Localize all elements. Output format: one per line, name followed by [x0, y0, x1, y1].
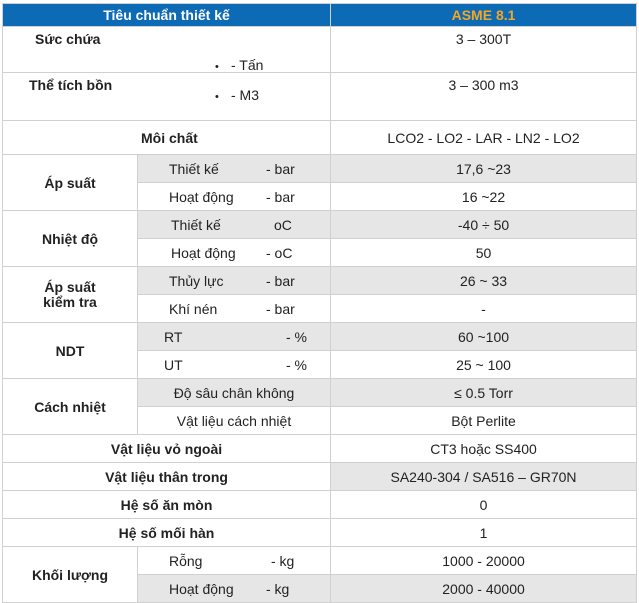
test-pneumatic-name: Khí nén — [169, 300, 218, 317]
pressure-design-value: 17,6 ~23 — [331, 155, 637, 183]
spec-table — [2, 3, 637, 603]
bullet-icon: • — [215, 91, 219, 103]
medium-cell — [3, 121, 331, 155]
ndt-rt-unit: - % — [286, 328, 307, 345]
inner-material-row — [3, 463, 637, 491]
ndt-rt — [138, 323, 331, 351]
weld-row — [3, 519, 637, 547]
outer-material-row — [3, 435, 637, 463]
insulation-material-name: Vật liệu cách nhiệt — [138, 407, 331, 435]
medium-row — [3, 121, 637, 155]
temperature-operating-unit: - oC — [266, 244, 293, 261]
ndt-rt-name: RT — [164, 328, 183, 345]
temperature-operating-name: Hoạt động — [171, 244, 236, 261]
weight-operating-value: 2000 - 40000 — [331, 575, 637, 603]
ndt-ut-name: UT — [164, 356, 183, 373]
pressure-operating-name: Hoạt động — [169, 188, 234, 205]
volume-unit: - M3 — [231, 87, 259, 103]
insulation-vacuum-value: ≤ 0.5 Torr — [331, 379, 637, 407]
inner-material-label: Vật liệu thân trong — [3, 463, 331, 491]
weight-operating-name: Hoạt động — [169, 580, 234, 597]
pressure-operating-unit: - bar — [266, 188, 295, 205]
weight-operating — [138, 575, 331, 603]
insulation-material-value: Bột Perlite — [331, 407, 637, 435]
insulation-vacuum-name: Độ sâu chân không — [138, 379, 331, 407]
test-pressure-label — [3, 267, 138, 323]
temperature-design-unit: oC — [274, 216, 292, 233]
weld-value: 1 — [331, 519, 637, 547]
medium-value: LCO2 - LO2 - LAR - LN2 - LO2 — [331, 121, 637, 155]
medium-label: Môi chất — [141, 129, 198, 146]
weight-empty-value: 1000 - 20000 — [331, 547, 637, 575]
capacity-unit: - Tấn — [231, 57, 264, 73]
weight-row-1 — [3, 547, 637, 575]
corrosion-label: Hệ số ăn mòn — [3, 491, 331, 519]
temperature-design-value: -40 ÷ 50 — [331, 211, 637, 239]
pressure-operating-value: 16 ~22 — [331, 183, 637, 211]
test-pneumatic-unit: - bar — [266, 300, 295, 317]
volume-label: Thể tích bồn — [29, 77, 113, 93]
test-hydro-value: 26 ~ 33 — [331, 267, 637, 295]
temperature-label: Nhiệt độ — [3, 211, 138, 267]
header-row — [3, 4, 637, 27]
corrosion-value: 0 — [331, 491, 637, 519]
test-pressure-label-line1: Áp suất — [44, 278, 96, 295]
bullet-icon: • — [215, 61, 219, 73]
insulation-row-1 — [3, 379, 637, 407]
test-hydro — [138, 267, 331, 295]
pressure-design-unit: - bar — [266, 160, 295, 177]
test-hydro-unit: - bar — [266, 272, 295, 289]
volume-value: 3 – 300 m3 — [331, 73, 637, 121]
test-hydro-name: Thủy lực — [169, 272, 224, 289]
pressure-design — [138, 155, 331, 183]
weight-empty — [138, 547, 331, 575]
temperature-row-1 — [3, 211, 637, 239]
volume-row — [3, 73, 637, 121]
weight-label: Khối lượng — [3, 547, 138, 603]
weight-operating-unit: - kg — [266, 580, 290, 597]
header-right: ASME 8.1 — [331, 4, 637, 27]
outer-material-label: Vật liệu vỏ ngoài — [3, 435, 331, 463]
ndt-label: NDT — [3, 323, 138, 379]
pressure-design-name: Thiết kế — [169, 160, 219, 177]
pressure-label: Áp suất — [3, 155, 138, 211]
inner-material-value: SA240-304 / SA516 – GR70N — [331, 463, 637, 491]
pressure-row-1 — [3, 155, 637, 183]
weld-label: Hệ số mối hàn — [3, 519, 331, 547]
pressure-operating — [138, 183, 331, 211]
ndt-ut-unit: - % — [286, 356, 307, 373]
weight-empty-unit: - kg — [271, 552, 295, 569]
ndt-rt-value: 60 ~100 — [331, 323, 637, 351]
corrosion-row — [3, 491, 637, 519]
temperature-design — [138, 211, 331, 239]
capacity-value: 3 – 300T — [331, 27, 637, 73]
temperature-design-name: Thiết kế — [171, 216, 221, 233]
test-pressure-label-line2: kiểm tra — [43, 293, 97, 310]
capacity-cell — [3, 27, 331, 73]
volume-cell — [3, 73, 331, 121]
test-pneumatic — [138, 295, 331, 323]
weight-empty-name: Rỗng — [169, 552, 203, 569]
test-pneumatic-value: - — [331, 295, 637, 323]
ndt-ut-value: 25 ~ 100 — [331, 351, 637, 379]
capacity-label: Sức chứa — [35, 31, 101, 47]
capacity-row — [3, 27, 637, 73]
ndt-row-1 — [3, 323, 637, 351]
ndt-ut — [138, 351, 331, 379]
outer-material-value: CT3 hoặc SS400 — [331, 435, 637, 463]
temperature-operating-value: 50 — [331, 239, 637, 267]
temperature-operating — [138, 239, 331, 267]
header-left: Tiêu chuẩn thiết kế — [3, 4, 331, 27]
test-pressure-row-1 — [3, 267, 637, 295]
insulation-label: Cách nhiệt — [3, 379, 138, 435]
